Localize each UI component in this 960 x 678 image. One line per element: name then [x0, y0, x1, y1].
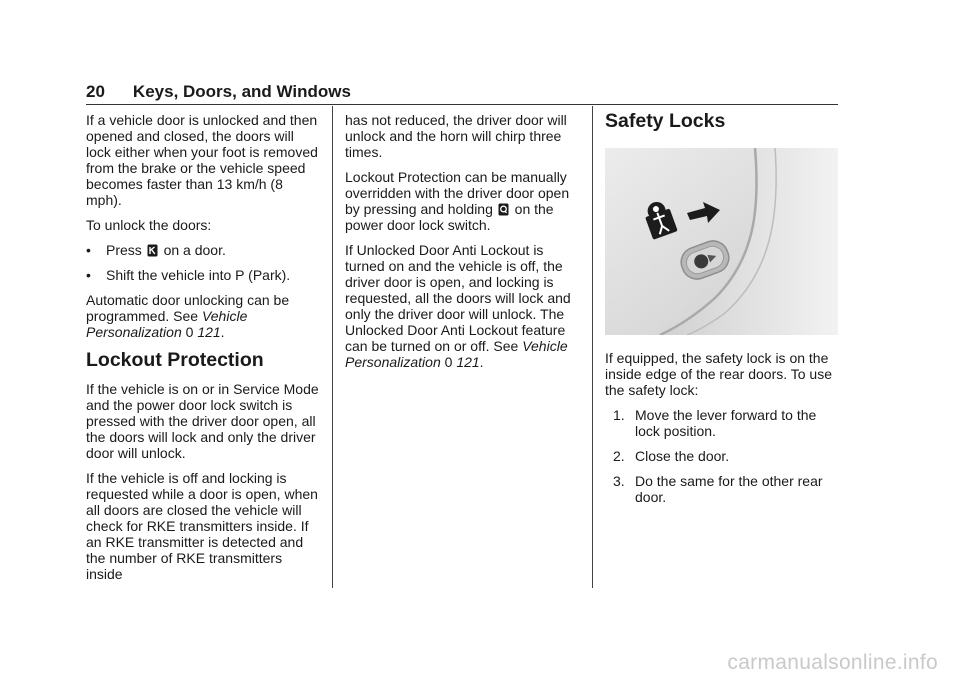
- bullet-text: on a door.: [163, 242, 226, 258]
- period: .: [479, 354, 484, 370]
- bullet-text: Press: [106, 242, 142, 258]
- lockout-paragraph-2: If the vehicle is off and locking is requested while a door is open, when all doors are closed the vehicle will check for RKE transmitters inside. If an RKE transmitter is detected and the number of RKE transmitters inside: [86, 470, 318, 582]
- page-header: [86, 82, 838, 104]
- header-rule: [86, 104, 838, 105]
- list-item: [613, 448, 843, 464]
- period: .: [220, 324, 225, 340]
- step-text: Do the same for the other rear door.: [635, 473, 823, 505]
- column-2: [345, 112, 581, 379]
- xref-link[interactable]: Vehicle Personalization: [345, 338, 568, 370]
- page-ref-arrow: 0: [444, 354, 453, 370]
- paragraph-text: on the power door lock switch.: [345, 201, 554, 233]
- page-number: 20: [86, 82, 105, 101]
- intro-paragraph: If a vehicle door is unlocked and then opened and closed, the doors will lock either when your foot is removed from the brake or the vehicle speed becomes faster than 13 km/h (8 mph).: [86, 112, 318, 208]
- page-ref[interactable]: 121: [456, 354, 480, 370]
- list-item: [86, 267, 322, 283]
- watermark: carmanualsonline.info: [727, 651, 938, 674]
- column-divider-1: [332, 106, 333, 588]
- paragraph-text: Automatic door unlocking can be programmed. See: [86, 292, 290, 324]
- safety-steps: [605, 407, 843, 505]
- column-3: [605, 110, 843, 514]
- bullet-marker: •: [86, 242, 91, 258]
- list-item: [86, 242, 322, 258]
- bullet-text: Shift the vehicle into P (Park).: [106, 267, 291, 283]
- step-number: 2.: [613, 448, 625, 464]
- page-ref-arrow: 0: [185, 324, 194, 340]
- unlock-icon: [147, 244, 158, 257]
- section-title: Keys, Doors, and Windows: [132, 82, 351, 101]
- xref-link[interactable]: Vehicle Personalization: [86, 308, 248, 340]
- list-item: [613, 407, 843, 439]
- column-divider-2: [592, 106, 593, 588]
- list-item: [613, 473, 843, 505]
- step-number: 1.: [613, 407, 625, 423]
- unlock-list: [86, 242, 322, 283]
- auto-unlock-paragraph: [86, 292, 322, 340]
- paragraph-text: If Unlocked Door Anti Lockout is turned on and the vehicle is off, the driver door is open, and locking is requested, all the doors will lock and only the driver door will unlock. The Unlocked Door Anti Lockout feature can be turned on or off. See: [345, 242, 571, 354]
- continued-paragraph: has not reduced, the driver door will unlock and the horn will chirp three times.: [345, 112, 567, 160]
- override-paragraph: [345, 169, 581, 233]
- safety-intro: If equipped, the safety lock is on the inside edge of the rear doors. To use the safety lock:: [605, 350, 833, 398]
- step-number: 3.: [613, 473, 625, 489]
- step-text: Close the door.: [635, 448, 730, 464]
- child-safety-lock-illustration: [605, 148, 838, 335]
- column-1: [86, 112, 322, 591]
- unlock-lead: To unlock the doors:: [86, 217, 212, 233]
- page-ref[interactable]: 121: [197, 324, 221, 340]
- lock-icon: [498, 203, 509, 216]
- lockout-paragraph-1: If the vehicle is on or in Service Mode and the power door lock switch is pressed with the driver door open, all the doors will lock and only the driver door will unlock.: [86, 381, 319, 461]
- paragraph-text: Lockout Protection can be manually overridden with the driver door open by pressing and holding: [345, 169, 570, 217]
- unlocked-anti-lockout-paragraph: [345, 242, 581, 370]
- lockout-heading: Lockout Protection: [86, 349, 264, 371]
- bullet-marker: •: [86, 267, 91, 283]
- step-text: Move the lever forward to the lock position.: [635, 407, 817, 439]
- safety-locks-heading: Safety Locks: [605, 110, 726, 132]
